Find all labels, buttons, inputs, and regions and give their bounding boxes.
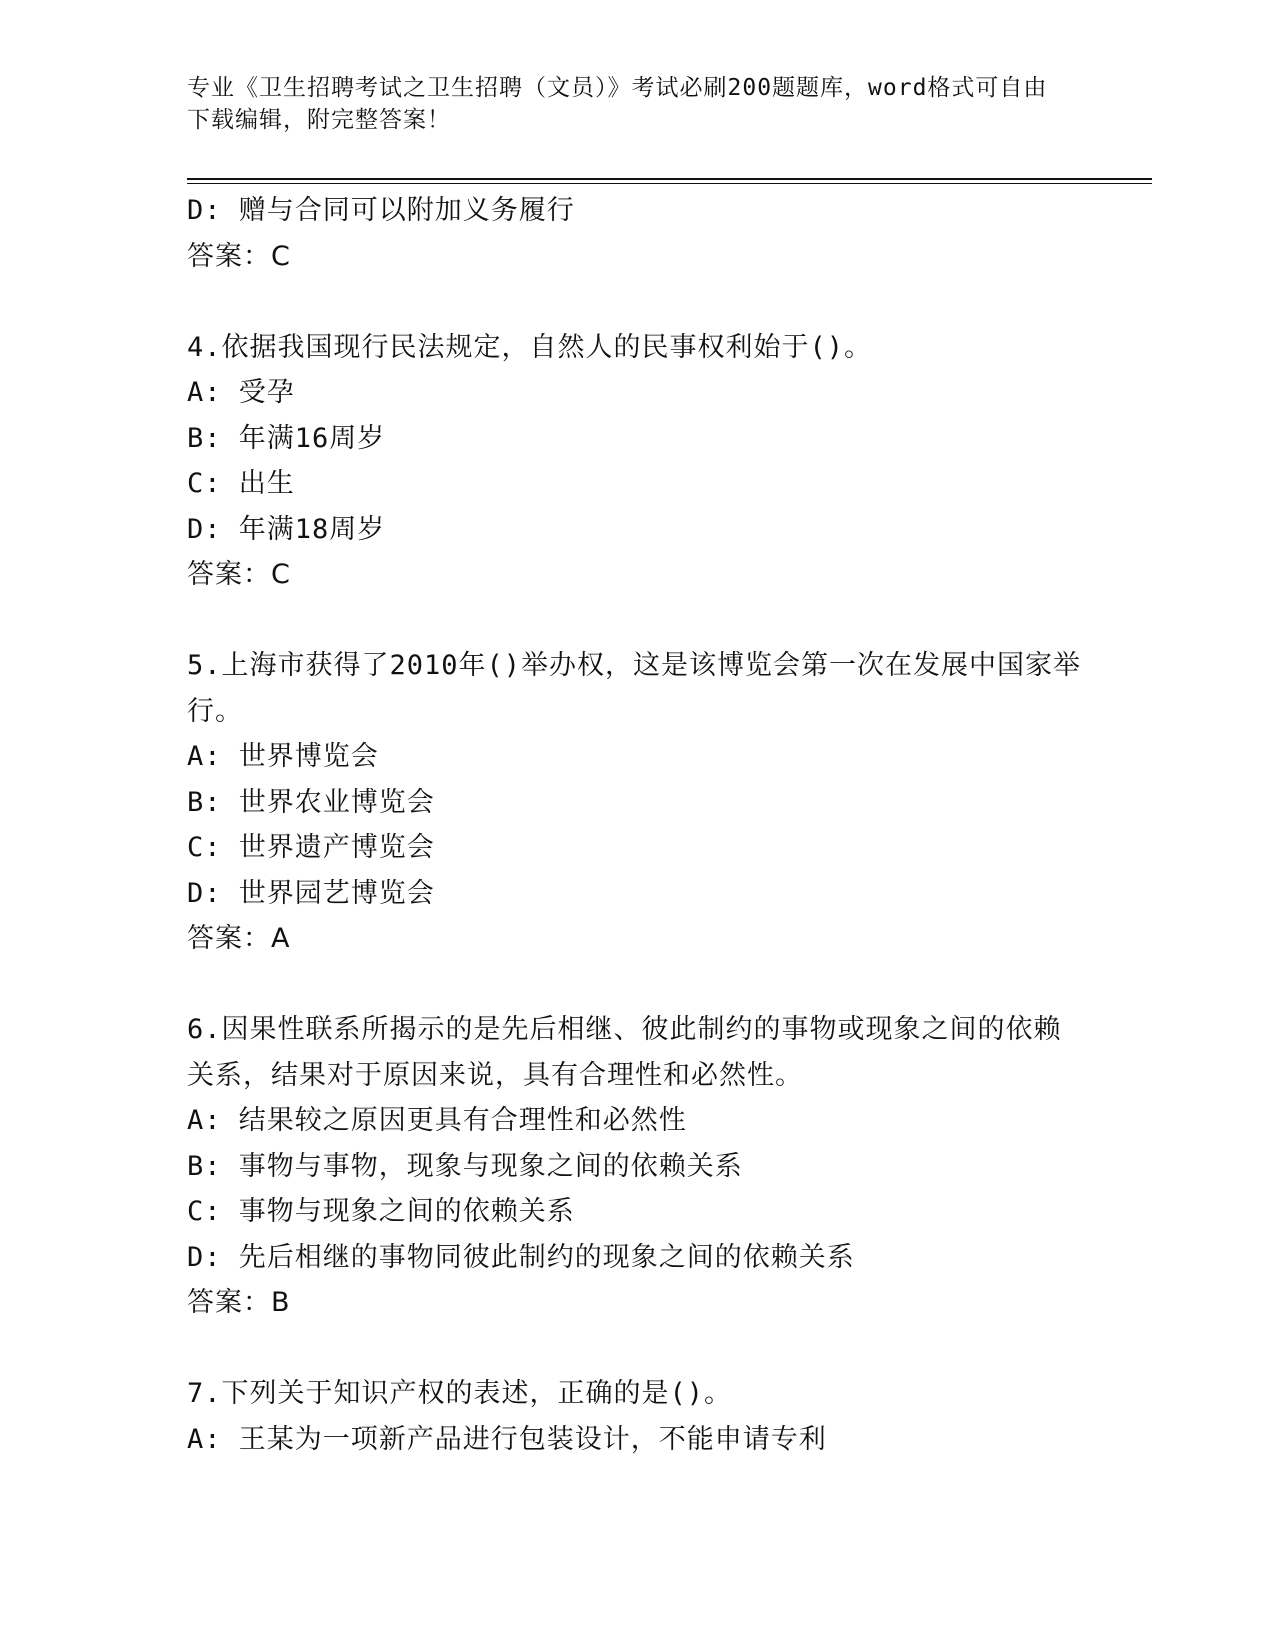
option-c: C: 事物与现象之间的依赖关系 [187, 1196, 575, 1227]
question-stem: 6.因果性联系所揭示的是先后相继、彼此制约的事物或现象之间的依赖关系，结果对于原因来说，具有合理性和必然性。 [187, 1014, 1062, 1091]
option-a: A: 王某为一项新产品进行包装设计，不能申请专利 [187, 1423, 827, 1455]
question-5 [187, 643, 1087, 962]
question-4 [187, 325, 1087, 598]
question-stem: 7.下列关于知识产权的表述，正确的是()。 [187, 1378, 733, 1409]
option-a: A: 结果较之原因更具有合理性和必然性 [187, 1105, 687, 1136]
option-c: C: 出生 [187, 468, 295, 499]
option-d: D: 赠与合同可以附加义务履行 [187, 195, 575, 226]
question-7 [187, 1371, 1087, 1462]
option-c: C: 世界遗产博览会 [187, 832, 435, 863]
option-d: D: 先后相继的事物同彼此制约的现象之间的依赖关系 [187, 1241, 855, 1273]
option-d: D: 年满18周岁 [187, 513, 386, 545]
answer-line: 答案：A [187, 923, 291, 954]
answer-line: 答案：C [187, 240, 291, 272]
question-list [187, 188, 1087, 1462]
option-d: D: 世界园艺博览会 [187, 877, 435, 909]
document-header: 专业《卫生招聘考试之卫生招聘（文员）》考试必刷200题题库，word格式可自由下载编辑，附完整答案！ [187, 75, 1048, 133]
question-6 [187, 1007, 1087, 1326]
header-divider-thick [187, 178, 1152, 180]
option-b: B: 年满16周岁 [187, 422, 386, 454]
option-b: B: 事物与事物，现象与现象之间的依赖关系 [187, 1150, 743, 1182]
header-divider-thin [187, 183, 1152, 184]
question-stem: 5.上海市获得了2010年()举办权，这是该博览会第一次在发展中国家举行。 [187, 650, 1082, 727]
answer-line: 答案：C [187, 559, 291, 590]
answer-line: 答案：B [187, 1287, 291, 1318]
option-a: A: 世界博览会 [187, 741, 379, 772]
option-b: B: 世界农业博览会 [187, 786, 435, 818]
question-stem: 4.依据我国现行民法规定，自然人的民事权利始于()。 [187, 331, 873, 363]
option-a: A: 受孕 [187, 377, 295, 408]
